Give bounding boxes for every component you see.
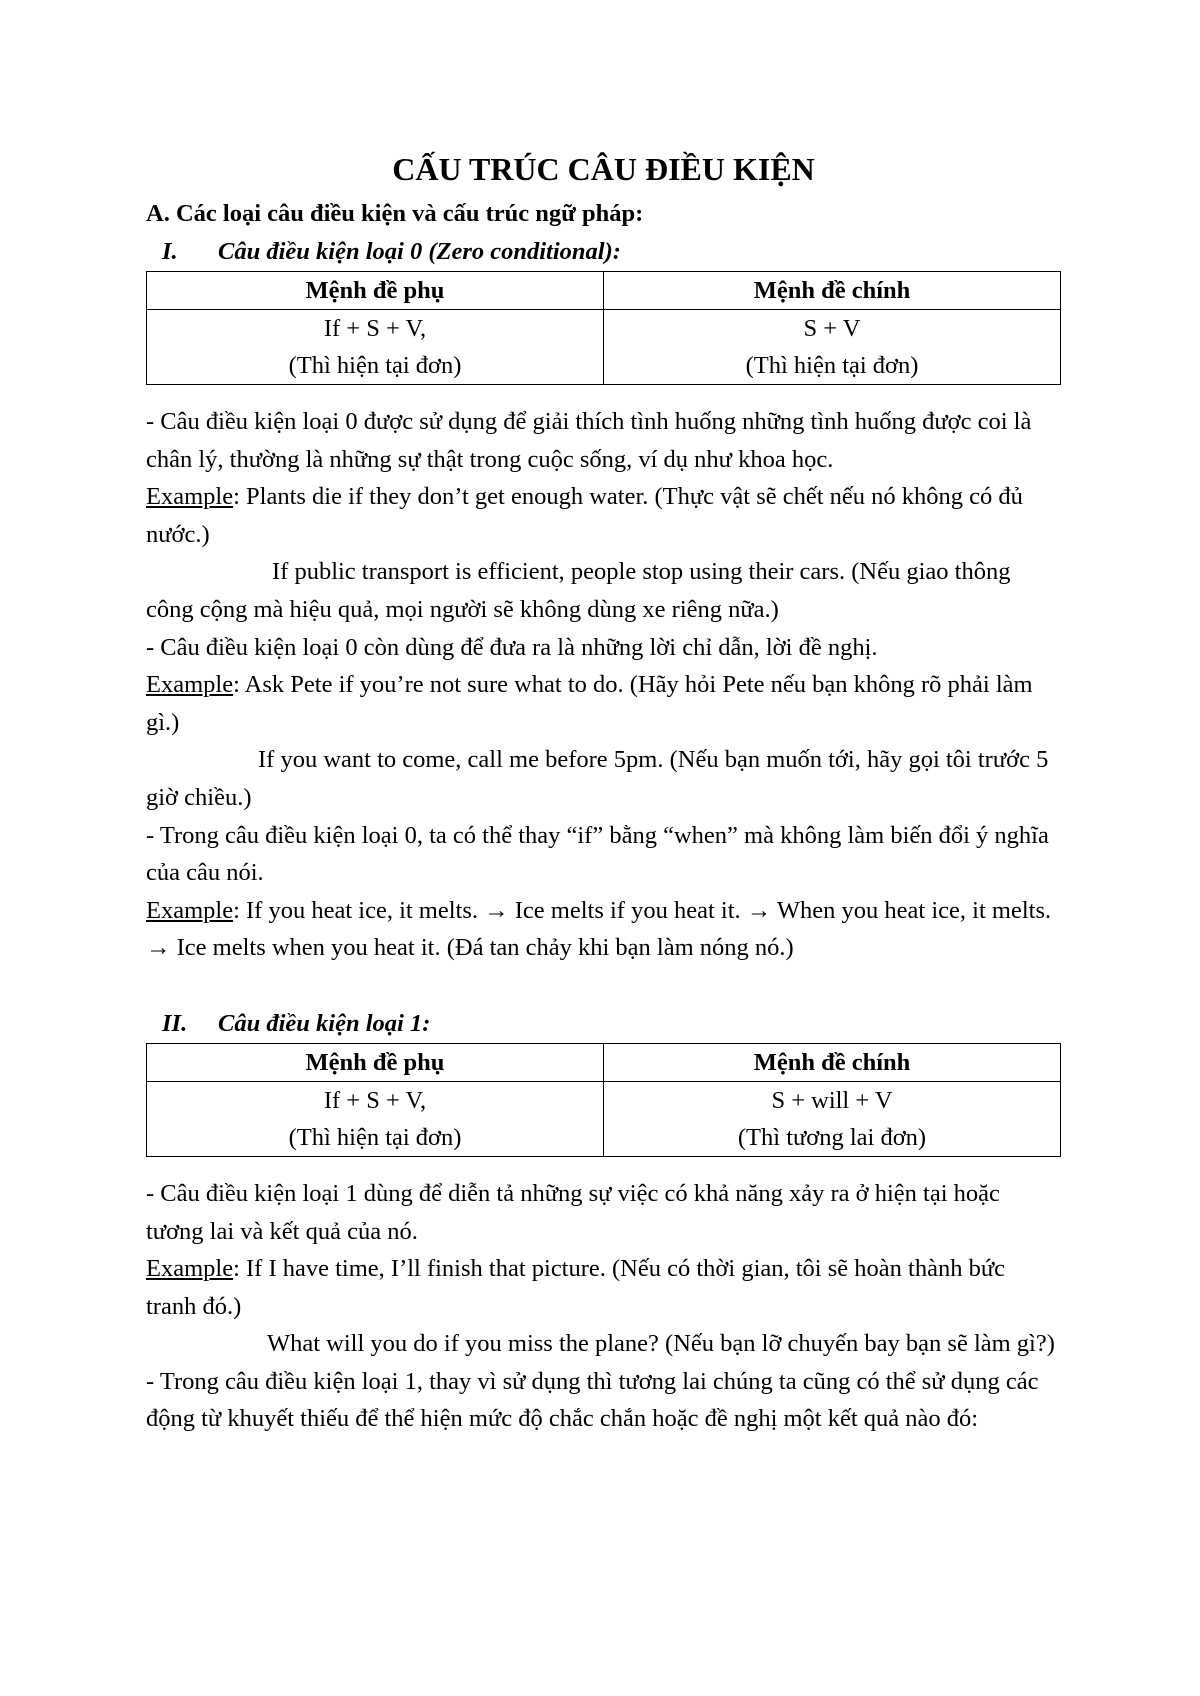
example-paragraph <box>146 1250 1061 1325</box>
example-text: : If I have time, I’ll finish that picture. (Nếu có thời gian, tôi sẽ hoàn thành bức tranh đó.) <box>146 1255 1005 1320</box>
formula: If + S + V, <box>323 315 427 342</box>
example-label: Example <box>146 896 234 924</box>
example-label: Example <box>146 483 234 511</box>
example-continuation <box>146 741 1061 816</box>
table-header-row <box>147 1043 1061 1081</box>
tense: (Thì hiện tại đơn) <box>745 352 919 379</box>
paragraph: - Trong câu điều kiện loại 0, ta có thể thay “if” bằng “when” mà không làm biến đổi ý nghĩa của câu nói. <box>146 821 1049 887</box>
conditional-0-table <box>146 271 1061 385</box>
paragraph: - Trong câu điều kiện loại 1, thay vì sử dụng thì tương lai chúng ta cũng có thể sử dụng các động từ khuyết thiếu để thể hiện mức độ chắc chắn hoặc đề nghị một kết quả nào đó: <box>146 1367 1039 1433</box>
example-paragraph <box>146 478 1061 553</box>
conditional-1-table <box>146 1043 1061 1157</box>
formula: S + will + V <box>771 1086 893 1114</box>
table-header-row <box>147 272 1061 310</box>
main-clause-cell <box>604 1081 1061 1156</box>
header-subordinate-clause: Mệnh đề phụ <box>147 1043 604 1081</box>
header-subordinate-clause: Mệnh đề phụ <box>147 272 604 310</box>
table-row <box>147 1081 1061 1156</box>
conditional-0-title: Câu điều kiện loại 0 (Zero conditional): <box>218 238 621 265</box>
example-continuation <box>146 553 1061 628</box>
header-main-clause: Mệnh đề chính <box>604 272 1061 310</box>
conditional-1-numeral: II. <box>162 1009 188 1037</box>
tense: (Thì hiện tại đơn) <box>288 352 462 379</box>
example-label: Example <box>146 671 234 699</box>
paragraph: - Câu điều kiện loại 1 dùng để diễn tả những sự việc có khả năng xảy ra ở hiện tại hoặc tương lai và kết quả của nó. <box>146 1179 1000 1245</box>
document-title: CẤU TRÚC CÂU ĐIỀU KIỆN <box>392 151 815 187</box>
paragraph: - Câu điều kiện loại 0 còn dùng để đưa ra là những lời chỉ dẫn, lời đề nghị. <box>146 633 878 661</box>
section-a-heading: A. Các loại câu điều kiện và cấu trúc ngữ pháp: <box>146 200 644 227</box>
example-text: If public transport is efficient, people stop using their cars. (Nếu giao thông công cộng mà hiệu quả, mọi người sẽ không dùng xe riêng nữa.) <box>146 558 1011 623</box>
example-paragraph <box>146 666 1061 741</box>
conditional-1-heading <box>146 1005 1061 1043</box>
paragraph: - Câu điều kiện loại 0 được sử dụng để giải thích tình huống những tình huống được coi là chân lý, thường là những sự thật trong cuộc sống, ví dụ như khoa học. <box>146 408 1032 473</box>
tense: (Thì hiện tại đơn) <box>288 1123 462 1151</box>
example-continuation <box>146 1325 1061 1363</box>
example-text: : If you heat ice, it melts. → Ice melts if you heat it. → When you heat ice, it melts. → Ice melts when you heat it. (Đá tan chảy khi bạn làm nóng nó.) <box>146 896 1052 962</box>
example-label: Example <box>146 1255 234 1283</box>
example-text: : Ask Pete if you’re not sure what to do. (Hãy hỏi Pete nếu bạn không rõ phải làm gì.) <box>146 671 1033 736</box>
conditional-1-title: Câu điều kiện loại 1: <box>218 1009 431 1037</box>
example-text: What will you do if you miss the plane? (Nếu bạn lỡ chuyến bay bạn sẽ làm gì?) <box>267 1330 1055 1358</box>
main-clause-cell <box>604 310 1061 385</box>
conditional-0-numeral: I. <box>162 238 178 265</box>
formula: S + V <box>803 315 861 342</box>
subordinate-clause-cell <box>147 1081 604 1156</box>
header-main-clause: Mệnh đề chính <box>604 1043 1061 1081</box>
formula: If + S + V, <box>323 1086 427 1114</box>
example-paragraph <box>146 892 1061 967</box>
document-page <box>146 0 1061 1438</box>
example-text: : Plants die if they don’t get enough water. (Thực vật sẽ chết nếu nó không có đủ nước.) <box>146 483 1023 548</box>
table-row <box>147 310 1061 385</box>
conditional-0-heading <box>146 233 1061 271</box>
example-text: If you want to come, call me before 5pm. (Nếu bạn muốn tới, hãy gọi tôi trước 5 giờ chiều.) <box>146 746 1049 811</box>
tense: (Thì tương lai đơn) <box>737 1123 927 1151</box>
subordinate-clause-cell <box>147 310 604 385</box>
